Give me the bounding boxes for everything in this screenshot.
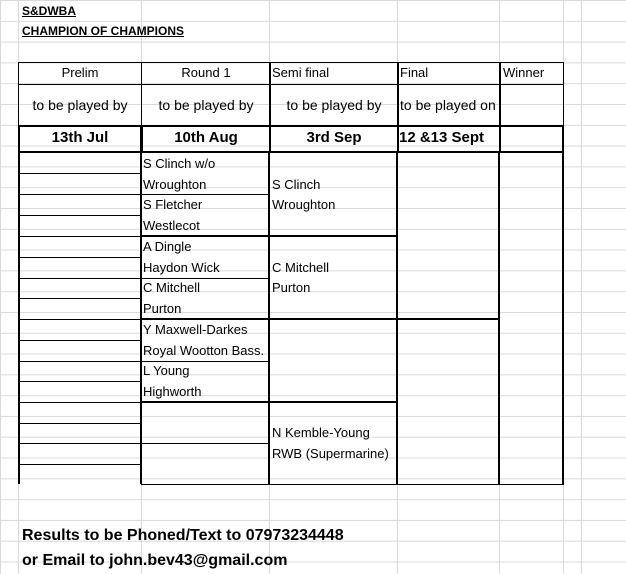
column-label-winner: Winner [503,65,545,80]
date-final: 12 &13 Sept [399,129,485,146]
played-by-round1: to be played by [158,97,254,113]
bracket-border [18,152,20,484]
round1-club: Royal Wootton Bass. [143,343,265,358]
round1-club: Highworth [143,384,202,399]
prelim-row-line [18,298,141,299]
date-semi: 3rd Sep [306,129,362,146]
prelim-row-line [18,194,141,195]
round1-club: Westlecot [143,218,200,233]
final-match-line [397,318,499,320]
semi-match-line [269,318,397,320]
semi-player: N Kemble-Young [272,425,370,440]
column-label-round1: Round 1 [181,65,231,80]
round1-player: S Clinch w/o [143,156,216,171]
semi-club: Purton [272,280,311,295]
column-label-prelim: Prelim [61,65,99,80]
prelim-row-line [18,361,141,362]
round1-bottom-line [141,484,269,485]
results-phone-line: Results to be Phoned/Text to 07973234448 [22,527,344,544]
played-by-semi: to be played by [286,97,382,113]
sheet-title: CHAMPION OF CHAMPIONS [22,24,184,38]
prelim-row-line [18,340,141,341]
prelim-row-line [18,278,141,279]
prelim-row-line [18,257,141,258]
final-bottom-line [397,484,499,485]
column-label-final: Final [400,65,429,80]
prelim-row-line [18,173,141,174]
round1-club: Wroughton [143,177,207,192]
prelim-row-line [18,236,141,237]
round1-pair-line [141,443,269,444]
prelim-row-line [18,402,141,403]
round1-player: L Young [143,363,190,378]
date-prelim: 13th Jul [51,129,109,146]
prelim-row-line [18,381,141,382]
round1-club: Purton [143,301,182,316]
round1-club: Haydon Wick [143,260,220,275]
prelim-row-line [18,443,141,444]
winner-bottom-line [499,484,564,485]
round1-player: C Mitchell [143,280,201,295]
played-on-final: to be played on [400,97,496,113]
column-label-semi: Semi final [272,65,330,80]
bracket-border [562,152,564,484]
round1-player: S Fletcher [143,197,203,212]
grid-line [581,0,582,574]
semi-club: Wroughton [272,197,336,212]
results-email-line: or Email to john.bev43@gmail.com [22,552,288,569]
semi-pair-line [269,401,397,403]
organisation-title: S&DWBA [22,4,76,18]
prelim-row-line [18,215,141,216]
semi-bottom-line [269,484,397,485]
semi-player: S Clinch [272,177,321,192]
semi-pair-line [269,235,397,237]
date-round1: 10th Aug [174,129,238,146]
semi-player: C Mitchell [272,260,330,275]
round1-player: A Dingle [143,239,192,254]
semi-club: RWB (Supermarine) [272,446,389,461]
prelim-row-line [18,423,141,424]
date-cell-winner [499,125,564,153]
note-cell-winner [499,84,564,126]
played-by-prelim: to be played by [32,97,128,113]
prelim-row-line [18,464,141,465]
prelim-row-line [18,319,141,320]
round1-player: Y Maxwell-Darkes [143,322,248,337]
